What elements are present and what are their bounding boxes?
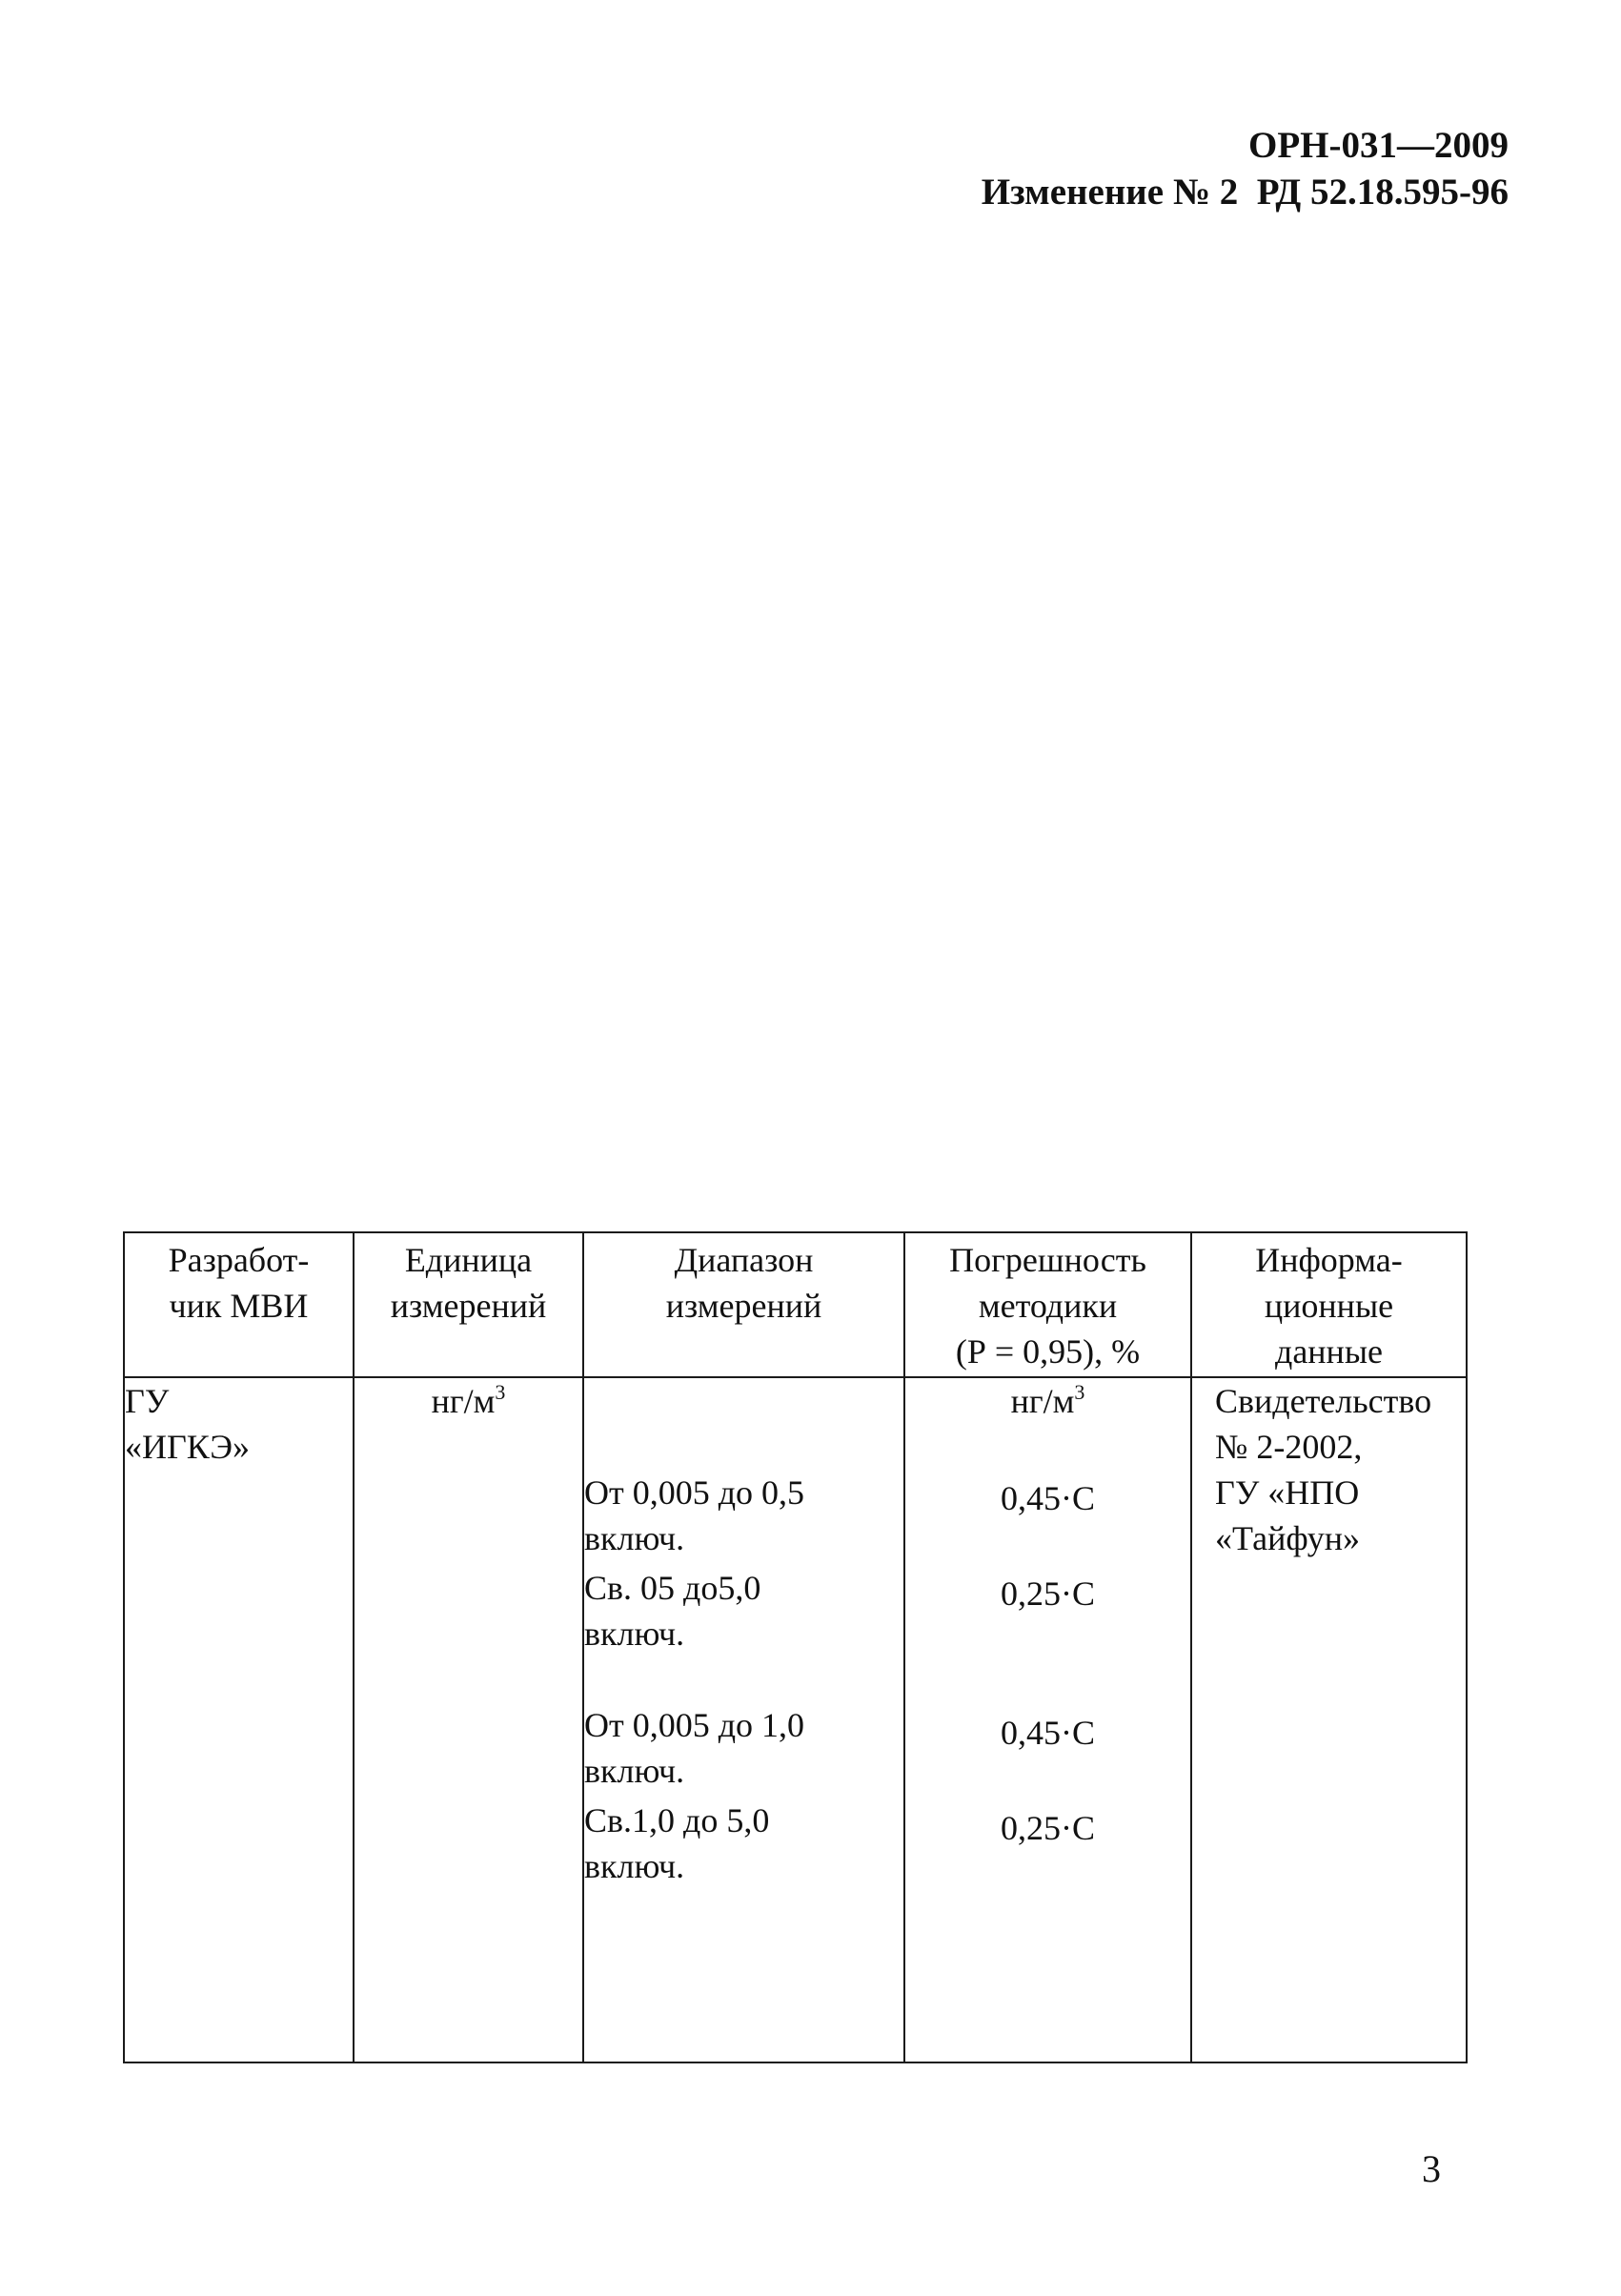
range-item: Св. 05 до5,0 включ.: [584, 1569, 761, 1653]
col-header-error: Погрешность методики (Р = 0,95), %: [904, 1232, 1191, 1377]
cell-errors: [904, 1377, 1191, 2062]
page-number: 3: [1422, 2147, 1441, 2190]
document-header: [982, 122, 1509, 215]
cell-unit: [354, 1377, 583, 2062]
col-header-developer: Разработ- чик МВИ: [124, 1232, 354, 1377]
amendment-title: Изменение № 2 РД 52.18.595-96: [981, 172, 1509, 213]
cell-developer: ГУ «ИГКЭ»: [124, 1377, 354, 2062]
document-code: ОРН-031—2009: [1248, 125, 1509, 166]
unit-exponent: 3: [495, 1380, 506, 1404]
col-header-range: Диапазон измерений: [583, 1232, 904, 1377]
cell-info: Свидетельство № 2-2002, ГУ «НПО «Тайфун»: [1191, 1377, 1467, 2062]
error-value: 0,25·С: [1001, 1575, 1095, 1613]
range-item: От 0,005 до 0,5 включ.: [584, 1473, 805, 1557]
error-value: 0,45·С: [1001, 1479, 1095, 1517]
range-item: Св.1,0 до 5,0 включ.: [584, 1801, 770, 1885]
error-unit: $нг/м^3$: [1010, 1380, 1085, 1420]
col-header-unit: Единица измерений: [354, 1232, 583, 1377]
table-row: [124, 1377, 1467, 2062]
range-item: От 0,005 до 1,0 включ.: [584, 1706, 805, 1790]
methods-table: [123, 1231, 1468, 2063]
cell-ranges: [583, 1377, 904, 2062]
col-header-info: Информа- ционные данные: [1191, 1232, 1467, 1377]
error-value: 0,25·С: [1001, 1809, 1095, 1847]
table-header-row: [124, 1232, 1467, 1377]
error-value: 0,45·С: [1001, 1714, 1095, 1752]
unit-base: нг/м: [431, 1382, 496, 1420]
